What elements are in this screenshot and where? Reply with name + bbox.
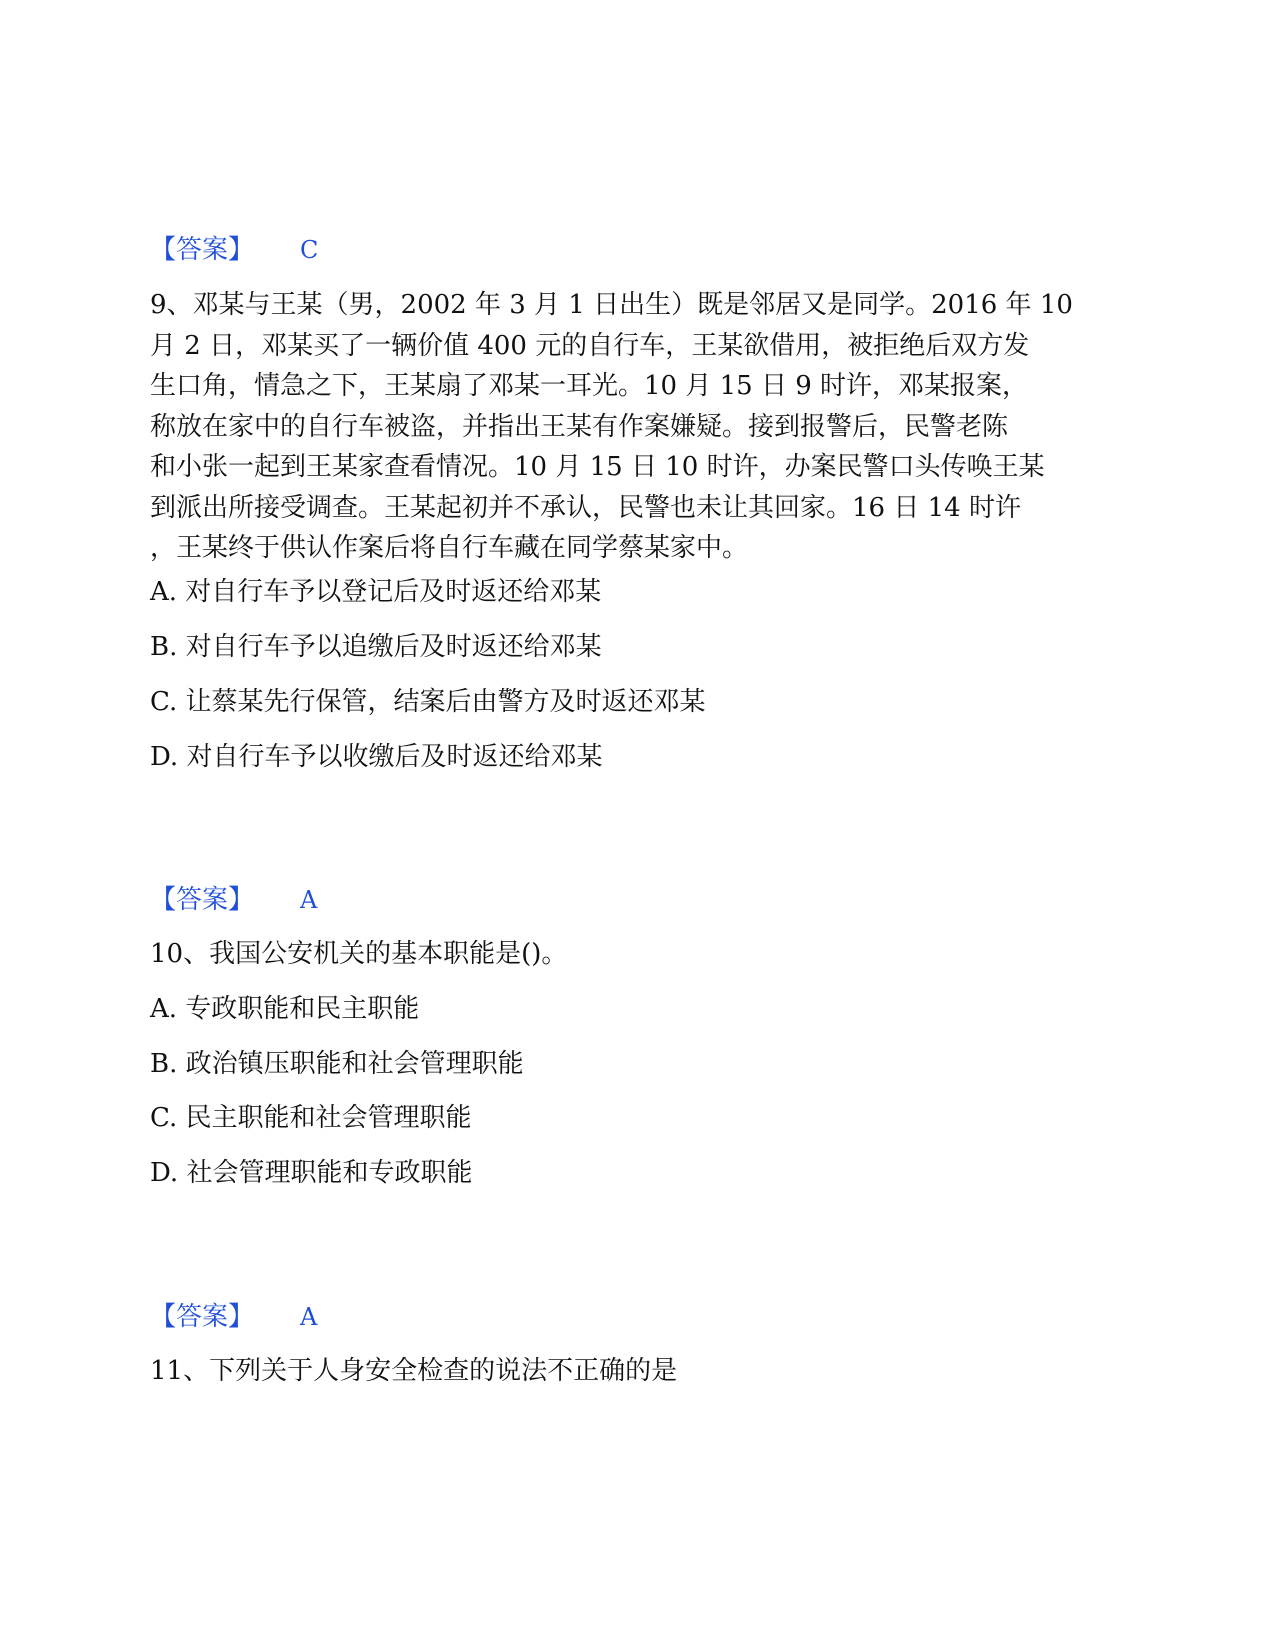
question-line: 月 2 日，邓某买了一辆价值 400 元的自行车，王某欲借用，被拒绝后双方发 — [150, 330, 1030, 361]
question-10-text: 10、我国公安机关的基本职能是()。 — [150, 939, 568, 969]
answer-line — [150, 880, 317, 920]
question-line: 和小张一起到王某家查看情况。10 月 15 日 10 时许，办案民警口头传唤王某 — [150, 452, 1045, 482]
answer-value: A — [300, 1303, 318, 1331]
answer-label: 【答案】 — [150, 885, 255, 915]
question-line: ，王某终于供认作案后将自行车藏在同学蔡某家中。 — [150, 533, 749, 563]
answer-label: 【答案】 — [150, 1302, 255, 1332]
option-a: A. 对自行车予以登记后及时返还给邓某 — [150, 577, 602, 607]
option-d: D. 对自行车予以收缴后及时返还给邓某 — [150, 742, 603, 772]
answer-value: C — [300, 236, 319, 264]
answer-line — [150, 1297, 317, 1337]
answer-label: 【答案】 — [150, 235, 255, 265]
option-a: A. 专政职能和民主职能 — [150, 994, 420, 1024]
option-b: B. 政治镇压职能和社会管理职能 — [150, 1049, 524, 1079]
question-line: 称放在家中的自行车被盗，并指出王某有作案嫌疑。接到报警后，民警老陈 — [150, 411, 1009, 442]
option-c: C. 让蔡某先行保管，结案后由警方及时返还邓某 — [150, 687, 706, 717]
answer-line — [150, 230, 318, 270]
question-line: 到派出所接受调查。王某起初并不承认，民警也未让其回家。16 日 14 时许 — [150, 492, 1021, 523]
answer-value: A — [300, 886, 318, 914]
option-b: B. 对自行车予以追缴后及时返还给邓某 — [150, 632, 602, 662]
question-line: 9、邓某与王某（男，2002 年 3 月 1 日出生）既是邻居又是同学。2016 年 10 — [150, 290, 1073, 320]
option-d: D. 社会管理职能和专政职能 — [150, 1158, 473, 1188]
question-line: 生口角，情急之下，王某扇了邓某一耳光。10 月 15 日 9 时许，邓某报案， — [150, 371, 1029, 401]
question-9-text — [150, 285, 1125, 569]
question-11-text: 11、下列关于人身安全检查的说法不正确的是 — [150, 1356, 678, 1386]
option-c: C. 民主职能和社会管理职能 — [150, 1103, 472, 1133]
